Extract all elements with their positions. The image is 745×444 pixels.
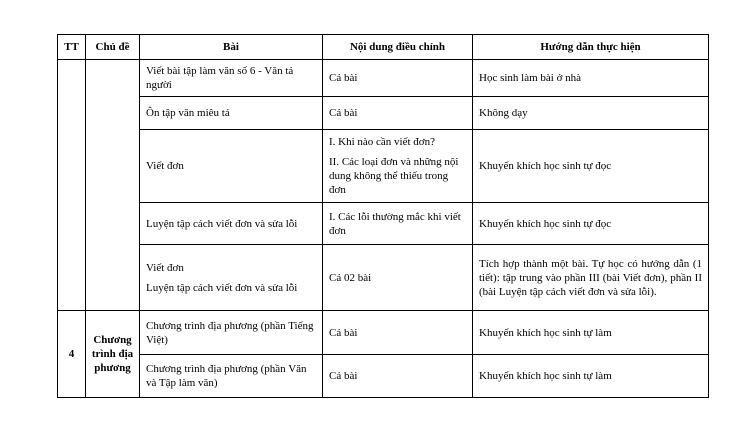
adjust-cell — [323, 97, 473, 130]
lesson-cell — [140, 203, 323, 245]
guide-cell: Khuyến khích học sinh tự đọc — [473, 130, 709, 203]
lesson-cell — [140, 245, 323, 311]
lesson-text: Chương trình địa phương (phần Tiếng Việt) — [146, 319, 314, 346]
header-guide: Hướng dẫn thực hiện — [473, 35, 709, 60]
header-adjust: Nội dung điều chỉnh — [323, 35, 473, 60]
guide-cell: Tích hợp thành một bài. Tự học có hướng dẫn (1 tiết): tập trung vào phần III (bài Viết đơn), phần II (bài Luyện tập cách viết đơn và sửa lỗi). — [473, 245, 709, 311]
adjust-cell — [323, 311, 473, 355]
adjust-text: Cả bài — [329, 370, 358, 382]
guide-cell: Không dạy — [473, 97, 709, 130]
adjust-text: I. Khi nào cần viết đơn? — [329, 136, 436, 148]
header-topic: Chủ đề — [86, 35, 140, 60]
topic-cell: Chương trình địa phương — [86, 311, 140, 398]
topic-cell-empty — [86, 60, 140, 311]
guide-cell: Khuyến khích học sinh tự đọc — [473, 203, 709, 245]
lesson-text: Ôn tập văn miêu tả — [146, 107, 230, 119]
table-row — [58, 355, 709, 398]
lesson-text: Viết đơn — [146, 160, 184, 172]
adjust-cell — [323, 60, 473, 97]
lesson-cell — [140, 355, 323, 398]
table-row — [58, 97, 709, 130]
lesson-cell — [140, 130, 323, 203]
header-row — [58, 35, 709, 60]
lesson-cell — [140, 97, 323, 130]
guide-cell: Khuyến khích học sinh tự làm — [473, 355, 709, 398]
adjust-cell — [323, 355, 473, 398]
adjust-text: Cả bài — [329, 326, 358, 339]
adjust-text: II. Các loại đơn và những nội dung không thể thiếu trong đơn — [329, 156, 459, 196]
lesson-text: Luyện tập cách viết đơn và sửa lỗi — [146, 281, 298, 294]
guide-cell: Học sinh làm bài ở nhà — [473, 60, 709, 97]
curriculum-adjustment-table — [57, 34, 709, 398]
adjust-text: Cả bài — [329, 72, 358, 84]
adjust-cell — [323, 203, 473, 245]
adjust-cell — [323, 130, 473, 203]
tt-cell-empty — [58, 60, 86, 311]
lesson-cell — [140, 311, 323, 355]
table-row — [58, 311, 709, 355]
table-row — [58, 245, 709, 311]
lesson-text: Luyện tập cách viết đơn và sửa lỗi — [146, 217, 298, 230]
adjust-text: Cả 02 bài — [329, 271, 372, 284]
header-tt: TT — [58, 35, 86, 60]
table-row — [58, 203, 709, 245]
lesson-text: Chương trình địa phương (phần Văn và Tập làm văn) — [146, 363, 307, 389]
table-row — [58, 60, 709, 97]
lesson-cell — [140, 60, 323, 97]
lesson-text: Viết bài tập làm văn số 6 - Văn tả người — [146, 65, 294, 91]
guide-cell: Khuyến khích học sinh tự làm — [473, 311, 709, 355]
adjust-text: Cả bài — [329, 107, 358, 119]
table-row — [58, 130, 709, 203]
adjust-cell — [323, 245, 473, 311]
adjust-text: I. Các lỗi thường mắc khi viết đơn — [329, 210, 461, 237]
lesson-text: Viết đơn — [146, 261, 184, 274]
header-lesson: Bài — [140, 35, 323, 60]
tt-cell: 4 — [58, 311, 86, 398]
